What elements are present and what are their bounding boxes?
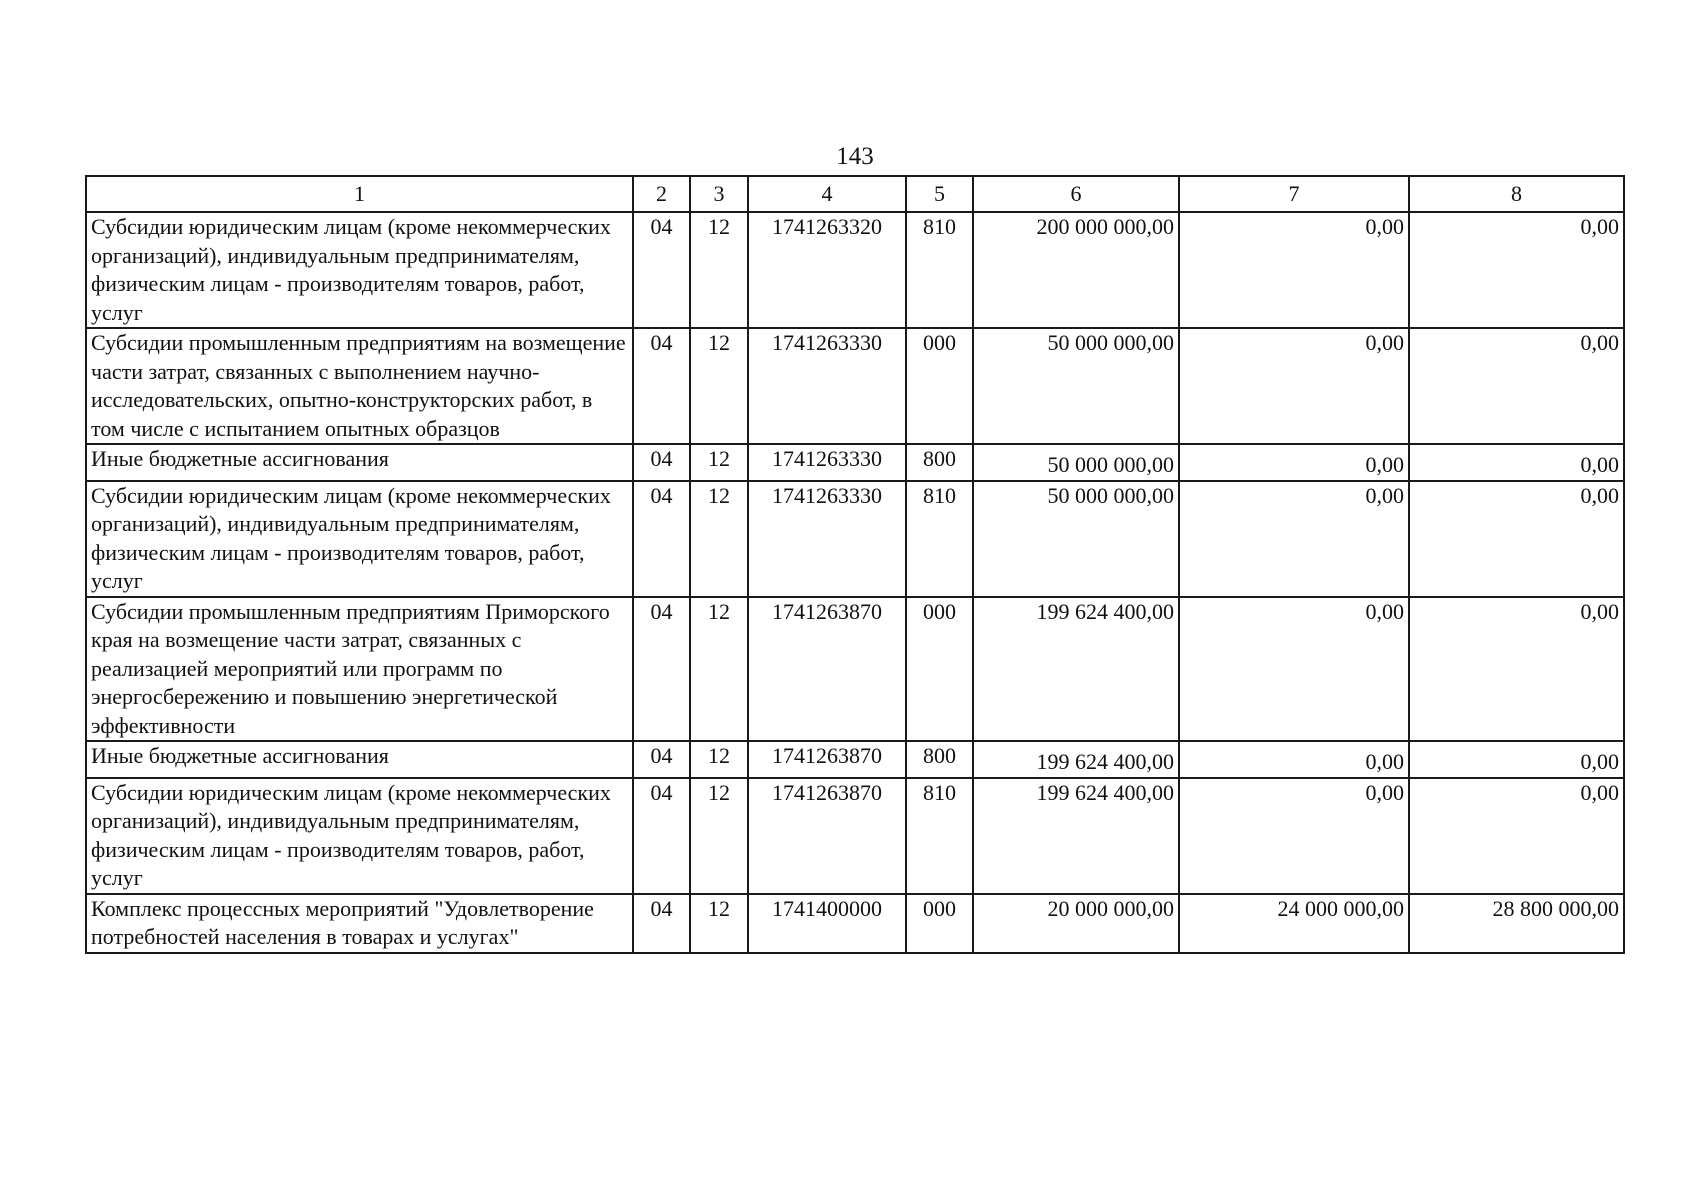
section-code: 04 xyxy=(633,481,690,597)
section-code: 04 xyxy=(633,778,690,894)
expense-type-code: 810 xyxy=(906,212,973,328)
amount-col-6: 50 000 000,00 xyxy=(973,481,1179,597)
header-row xyxy=(86,176,1624,212)
table-row xyxy=(86,741,1624,778)
amount-col-7: 24 000 000,00 xyxy=(1179,894,1409,953)
amount-col-7: 0,00 xyxy=(1179,778,1409,894)
subsection-code: 12 xyxy=(690,481,748,597)
subsection-code: 12 xyxy=(690,741,748,778)
amount-col-7: 0,00 xyxy=(1179,597,1409,742)
amount-col-8: 0,00 xyxy=(1409,778,1624,894)
amount-col-6: 199 624 400,00 xyxy=(973,778,1179,894)
table-row xyxy=(86,212,1624,328)
target-article-code: 1741263330 xyxy=(748,328,906,444)
amount-col-8: 0,00 xyxy=(1409,481,1624,597)
section-code: 04 xyxy=(633,212,690,328)
amount-col-6: 50 000 000,00 xyxy=(973,328,1179,444)
row-name: Субсидии юридическим лицам (кроме некоммерческих организаций), индивидуальным предпринимателям, физическим лицам - производителям товаров, работ, услуг xyxy=(86,212,633,328)
table-row xyxy=(86,894,1624,953)
target-article-code: 1741263870 xyxy=(748,778,906,894)
amount-col-6: 200 000 000,00 xyxy=(973,212,1179,328)
expense-type-code: 000 xyxy=(906,597,973,742)
expense-type-code: 000 xyxy=(906,328,973,444)
target-article-code: 1741263330 xyxy=(748,481,906,597)
amount-col-8: 0,00 xyxy=(1409,212,1624,328)
amount-col-7: 0,00 xyxy=(1179,481,1409,597)
expense-type-code: 810 xyxy=(906,778,973,894)
row-name: Субсидии юридическим лицам (кроме некоммерческих организаций), индивидуальным предпринимателям, физическим лицам - производителям товаров, работ, услуг xyxy=(86,778,633,894)
row-name: Иные бюджетные ассигнования xyxy=(86,444,633,481)
subsection-code: 12 xyxy=(690,894,748,953)
column-header: 2 xyxy=(633,176,690,212)
amount-col-8: 0,00 xyxy=(1409,741,1624,778)
table-row xyxy=(86,328,1624,444)
amount-col-7: 0,00 xyxy=(1179,741,1409,778)
row-name: Иные бюджетные ассигнования xyxy=(86,741,633,778)
column-header: 5 xyxy=(906,176,973,212)
subsection-code: 12 xyxy=(690,212,748,328)
subsection-code: 12 xyxy=(690,597,748,742)
expense-type-code: 800 xyxy=(906,741,973,778)
amount-col-7: 0,00 xyxy=(1179,212,1409,328)
section-code: 04 xyxy=(633,894,690,953)
section-code: 04 xyxy=(633,741,690,778)
target-article-code: 1741263330 xyxy=(748,444,906,481)
row-name: Субсидии промышленным предприятиям на возмещение части затрат, связанных с выполнением научно-исследовательских, опытно-конструкторских работ, в том числе с испытанием опытных образцов xyxy=(86,328,633,444)
target-article-code: 1741263870 xyxy=(748,597,906,742)
row-name: Субсидии юридическим лицам (кроме некоммерческих организаций), индивидуальным предпринимателям, физическим лицам - производителям товаров, работ, услуг xyxy=(86,481,633,597)
amount-col-7: 0,00 xyxy=(1179,328,1409,444)
expense-type-code: 800 xyxy=(906,444,973,481)
column-header: 4 xyxy=(748,176,906,212)
amount-col-6: 50 000 000,00 xyxy=(973,444,1179,481)
column-header: 8 xyxy=(1409,176,1624,212)
amount-col-8: 0,00 xyxy=(1409,328,1624,444)
row-name: Комплекс процессных мероприятий "Удовлетворение потребностей населения в товарах и услугах" xyxy=(86,894,633,953)
expense-type-code: 000 xyxy=(906,894,973,953)
table-row xyxy=(86,481,1624,597)
amount-col-8: 28 800 000,00 xyxy=(1409,894,1624,953)
amount-col-7: 0,00 xyxy=(1179,444,1409,481)
target-article-code: 1741263320 xyxy=(748,212,906,328)
column-header: 1 xyxy=(86,176,633,212)
amount-col-6: 20 000 000,00 xyxy=(973,894,1179,953)
page-number: 143 xyxy=(836,143,874,170)
row-name: Субсидии промышленным предприятиям Приморского края на возмещение части затрат, связанных с реализацией мероприятий или программ по энергосбережению и повышению энергетической эффективности xyxy=(86,597,633,742)
amount-col-8: 0,00 xyxy=(1409,444,1624,481)
column-header: 6 xyxy=(973,176,1179,212)
column-header: 3 xyxy=(690,176,748,212)
target-article-code: 1741400000 xyxy=(748,894,906,953)
subsection-code: 12 xyxy=(690,444,748,481)
target-article-code: 1741263870 xyxy=(748,741,906,778)
table-row xyxy=(86,444,1624,481)
section-code: 04 xyxy=(633,444,690,481)
subsection-code: 12 xyxy=(690,778,748,894)
subsection-code: 12 xyxy=(690,328,748,444)
amount-col-8: 0,00 xyxy=(1409,597,1624,742)
section-code: 04 xyxy=(633,597,690,742)
budget-table xyxy=(85,175,1625,954)
section-code: 04 xyxy=(633,328,690,444)
amount-col-6: 199 624 400,00 xyxy=(973,741,1179,778)
expense-type-code: 810 xyxy=(906,481,973,597)
table-row xyxy=(86,778,1624,894)
table-row xyxy=(86,597,1624,742)
column-header: 7 xyxy=(1179,176,1409,212)
amount-col-6: 199 624 400,00 xyxy=(973,597,1179,742)
